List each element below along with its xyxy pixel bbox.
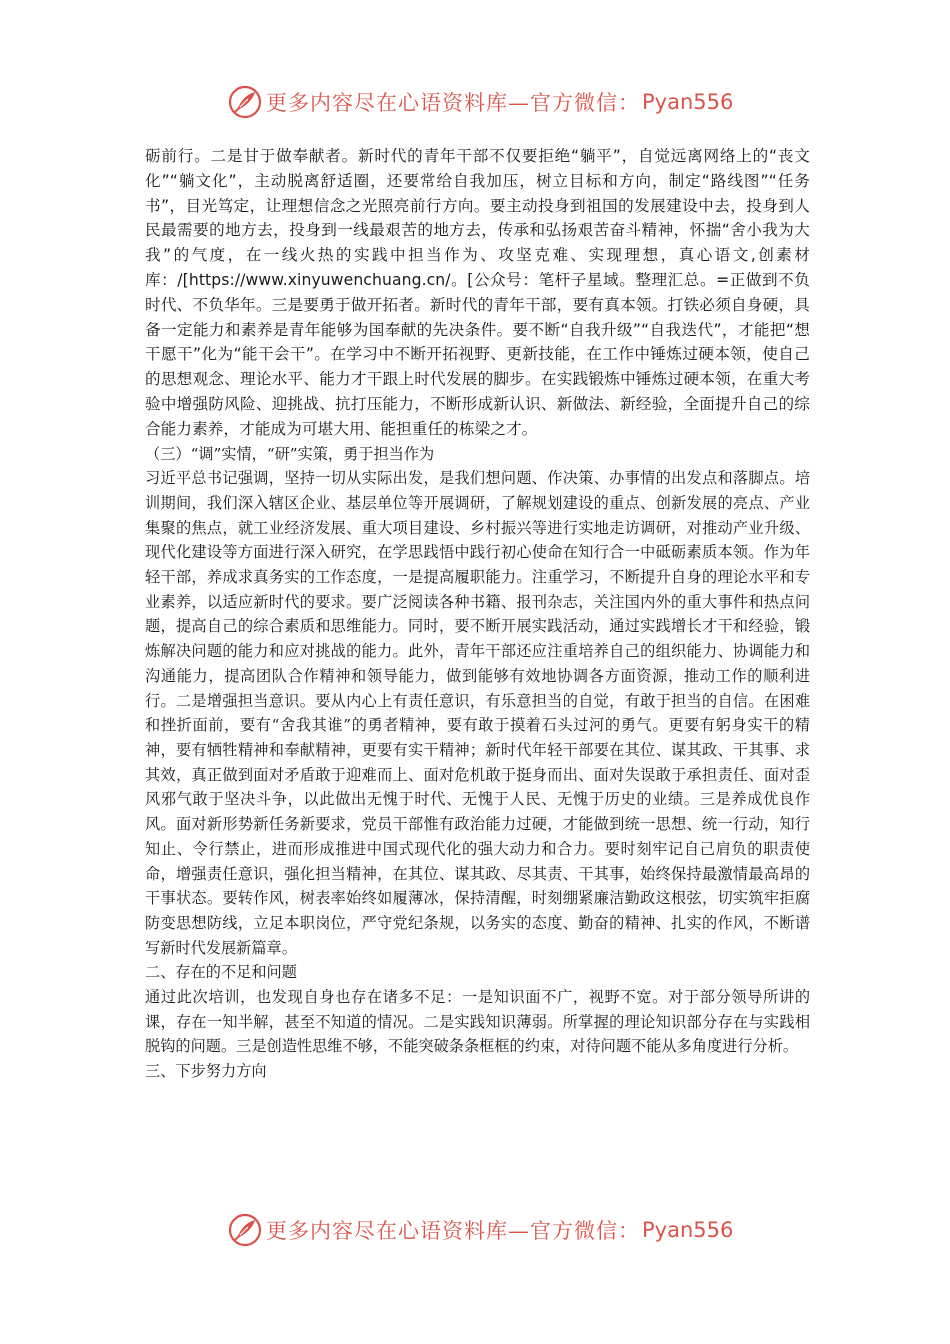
section-heading-2: 二、存在的不足和问题: [145, 963, 297, 982]
paragraph-1: 砺前行。二是甘于做奉献者。新时代的青年干部不仅要拒绝“躺平”，自觉远离网络上的“丧文化”“躺文化”，主动脱离舒适圈，还要常给自我加压，树立目标和方向，制定“路线图”“任务书”，目光笃定，让理想信念之光照亮前行方向。要主动投身到祖国的发展建设中去，投身到人民最需要的地方去，投身到一线最艰苦的地方去，传承和弘扬艰苦奋斗精神，怀揣“舍小我为大我”的气度，在一线火热的实践中担当作为、攻坚克难、实现理想，真心语文,创素材库：/[https://www.xinyuwenchuang.cn/。[公众号：笔杆子星域。整理汇总。=正做到不负时代、不负华年。三是要勇于做开拓者。新时代的青年干部，要有真本领。打铁必须自身硬，具备一定能力和素养是青年能够为国奉献的先决条件。要不断“自我升级”“自我迭代”，才能把“想干愿干”化为“能干会干”。在学习中不断开拓视野、更新技能，在工作中锤炼过硬本领，使自己的思想观念、理论水平、能力才干跟上时代发展的脚步。在实践锻炼中锤炼过硬本领，在重大考验中增强防风险、迎挑战、抗打压能力，不断形成新认识、新做法、新经验，全面提升自己的综合能力素养，才能成为可堪大用、能担重任的栋梁之才。: [145, 147, 810, 438]
banner-wechat-id: Pyan556: [642, 90, 734, 114]
feather-pen-logo-icon: [228, 1213, 262, 1247]
footer-banner: [228, 1210, 734, 1250]
banner-text: 更多内容尽在心语资料库—官方微信：: [266, 1219, 640, 1243]
paragraph-3: 通过此次培训，也发现自身也存在诸多不足：一是知识面不广，视野不宽。对于部分领导所讲的课，存在一知半解，甚至不知道的情况。二是实践知识薄弱。所掌握的理论知识部分存在与实践相脱钩的问题。三是创造性思维不够，不能突破条条框框的约束，对待问题不能从多角度进行分析。: [145, 988, 810, 1056]
paragraph-2: 习近平总书记强调，坚持一切从实际出发，是我们想问题、作决策、办事情的出发点和落脚点。培训期间，我们深入辖区企业、基层单位等开展调研，了解规划建设的重点、创新发展的亮点、产业集聚的焦点，就工业经济发展、重大项目建设、乡村振兴等进行实地走访调研，对推动产业升级、现代化建设等方面进行深入研究，在学思践悟中践行初心使命在知行合一中砥砺素质本领。作为年轻干部，养成求真务实的工作态度，一是提高履职能力。注重学习，不断提升自身的理论水平和专业素养，以适应新时代的要求。要广泛阅读各种书籍、报刊杂志，关注国内外的重大事件和热点问题，提高自己的综合素质和思维能力。同时，要不断开展实践活动，通过实践增长才干和经验，锻炼解决问题的能力和应对挑战的能力。此外，青年干部还应注重培养自己的组织能力、协调能力和沟通能力，提高团队合作精神和领导能力，做到能够有效地协调各方面资源，推动工作的顺利进行。二是增强担当意识。要从内心上有责任意识，有乐意担当的自觉，有敢于担当的自信。在困难和挫折面前，要有“舍我其谁”的勇者精神，要有敢于摸着石头过河的勇气。更要有躬身实干的精神，要有牺牲精神和奉献精神，更要有实干精神；新时代年轻干部要在其位、谋其政、干其事、求其效，真正做到面对矛盾敢于迎难而上、面对危机敢于挺身而出、面对失误敢于承担责任、面对歪风邪气敢于坚决斗争，以此做出无愧于时代、无愧于人民、无愧于历史的业绩。三是养成优良作风。面对新形势新任务新要求，党员干部惟有政治能力过硬，才能做到统一思想、统一行动，知行知止、令行禁止，进而形成推进中国式现代化的强大动力和合力。要时刻牢记自己肩负的职责使命，增强责任意识，强化担当精神，在其位、谋其政、尽其责、干其事，始终保持最激情最高昂的干事状态。要转作风，树表率始终如履薄冰，保持清醒，时刻绷紧廉洁勤政这根弦，切实筑牢拒腐防变思想防线，立足本职岗位，严守党纪条规，以务实的态度、勤奋的精神、扎实的作风，不断谱写新时代发展新篇章。: [145, 469, 810, 957]
subheading-3: （三）“调”实情，“研”实策，勇于担当作为: [145, 444, 435, 463]
header-banner: [228, 82, 734, 122]
banner-text: 更多内容尽在心语资料库—官方微信：: [266, 91, 640, 115]
banner-wechat-id: Pyan556: [642, 1218, 734, 1242]
section-heading-3: 三、下步努力方向: [145, 1062, 267, 1081]
feather-pen-logo-icon: [228, 85, 262, 119]
document-body: [145, 144, 810, 1084]
